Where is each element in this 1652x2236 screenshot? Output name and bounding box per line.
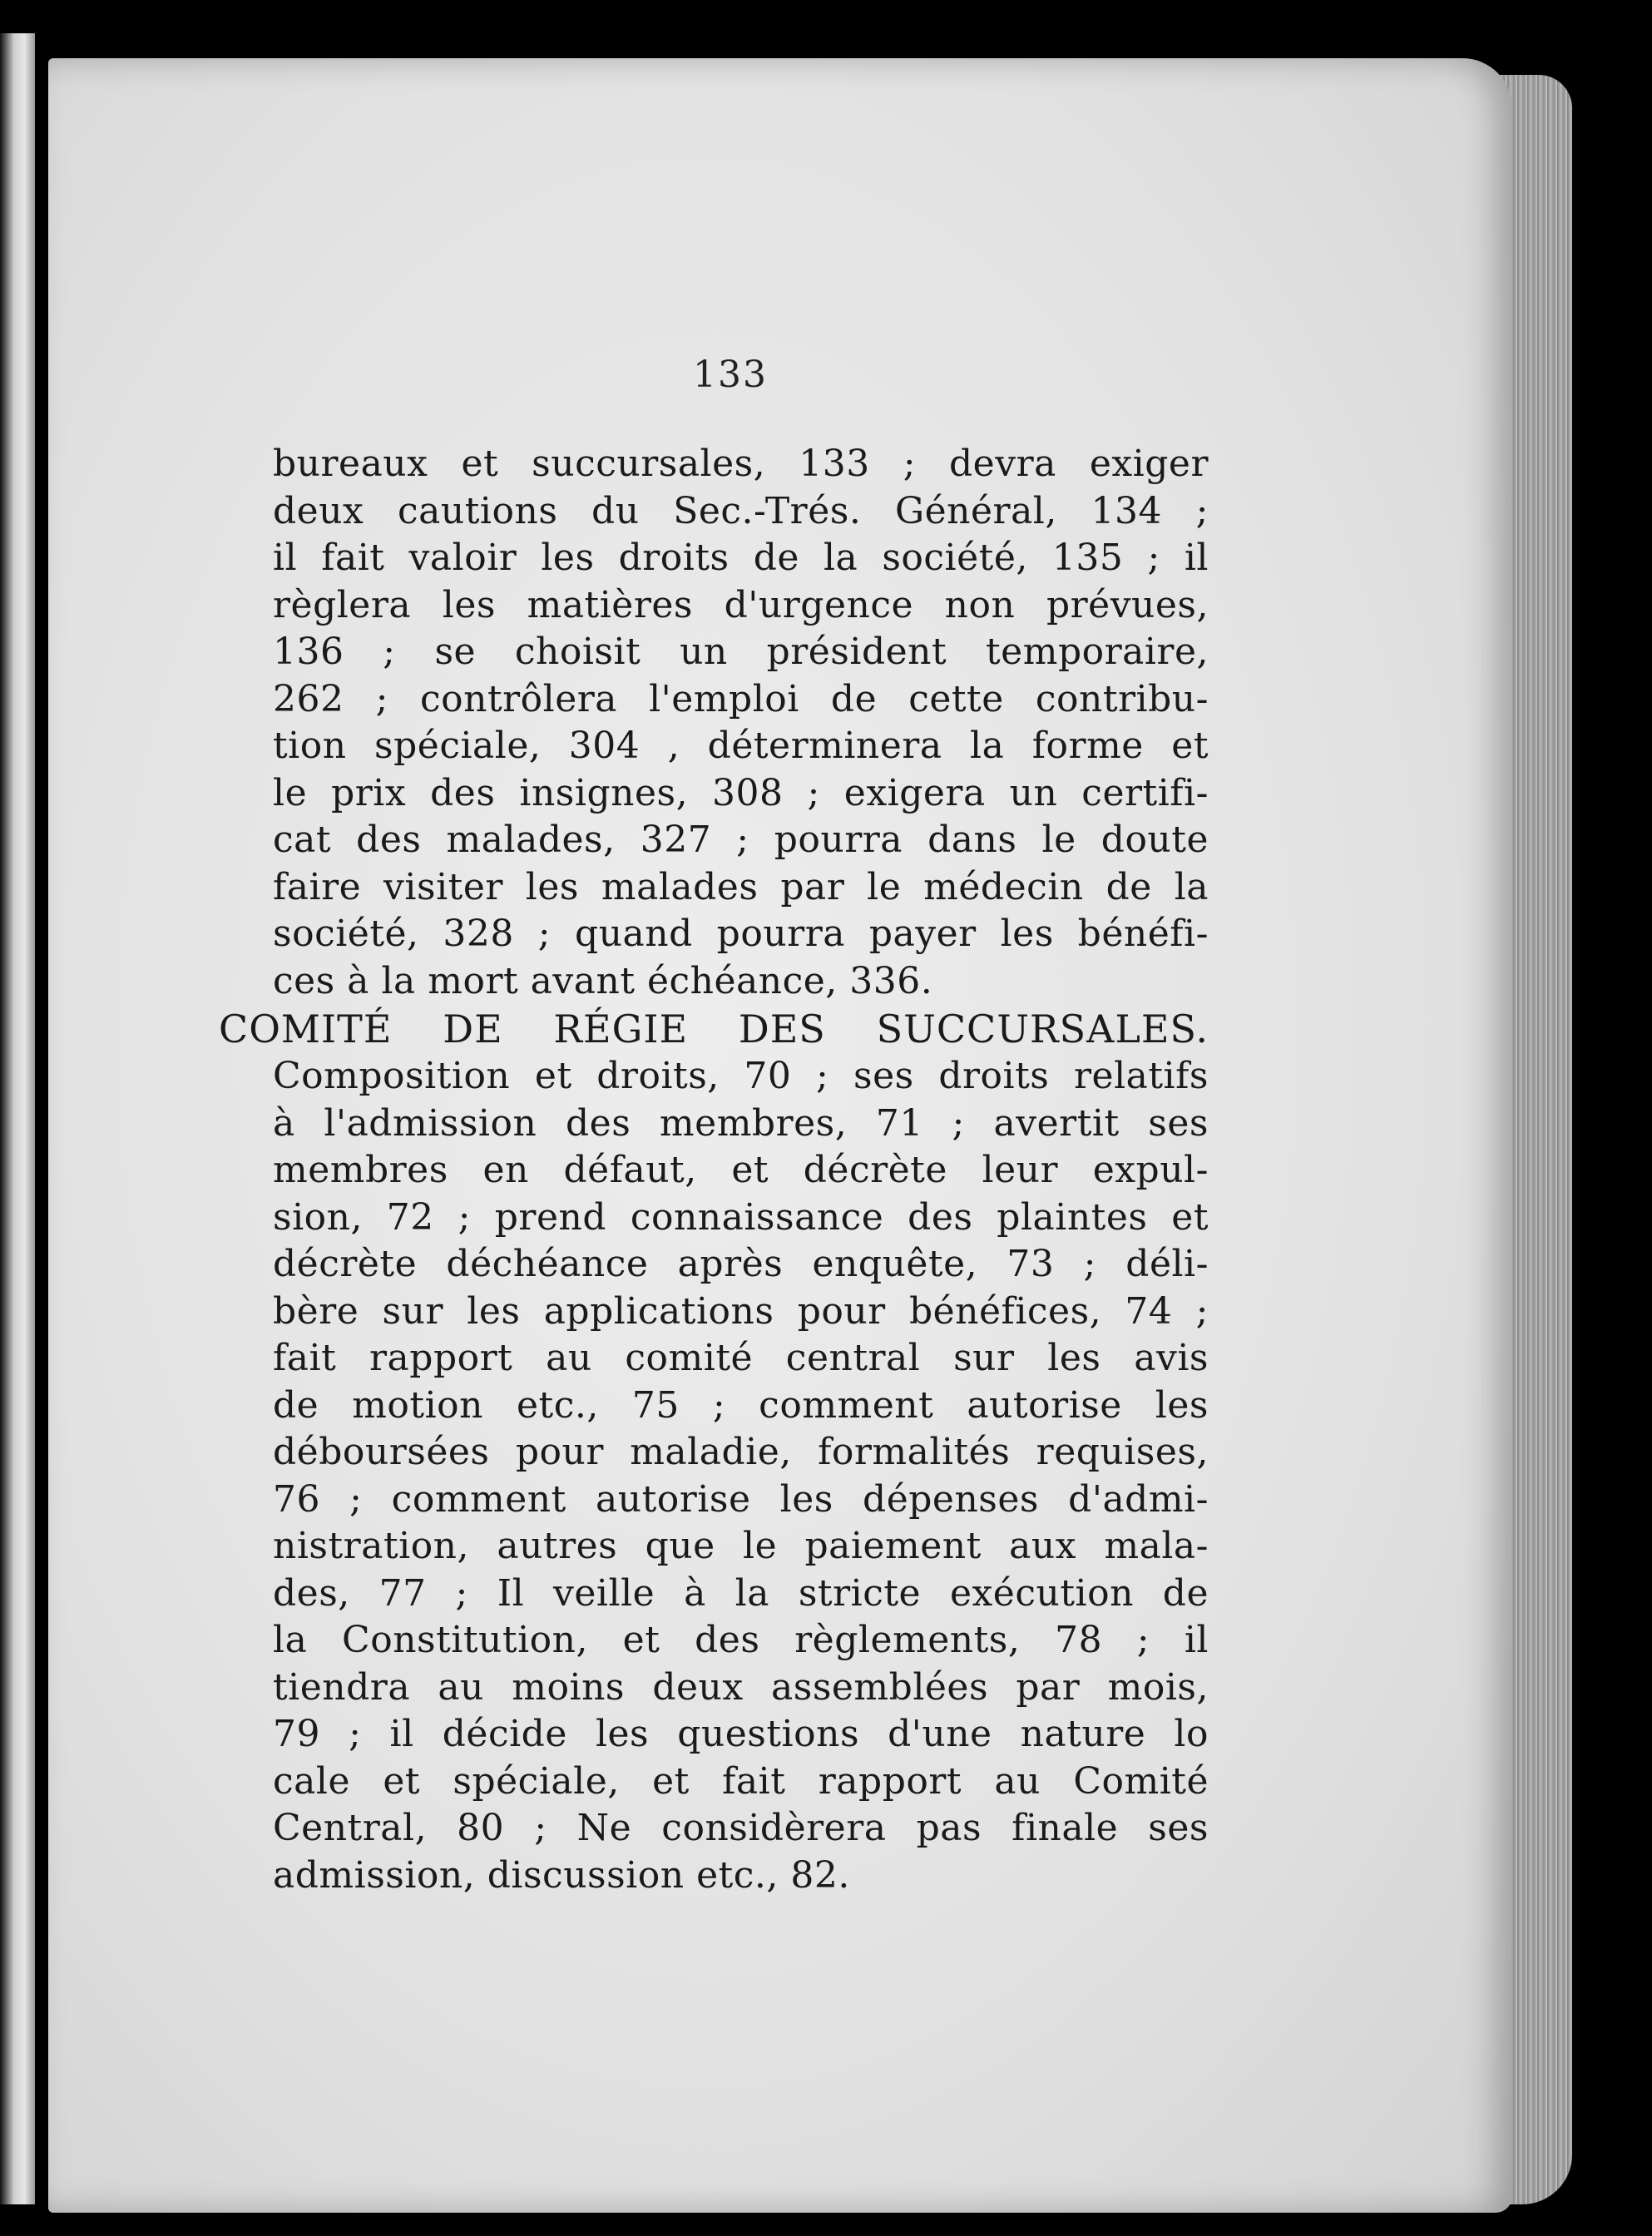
text-line: tiendra au moins deux assemblées par mois, [273, 1665, 1209, 1709]
text-line: bureaux et succursales, 133 ; devra exiger [273, 443, 1209, 485]
text-line: bère sur les applications pour bénéfices, 74 ; [273, 1289, 1209, 1333]
text-line: membres en défaut, et décrète leur expul- [273, 1149, 1209, 1191]
text-line: déboursées pour maladie, formalités requises, [273, 1431, 1209, 1473]
text-line: 76 ; comment autorise les dépenses d'admi- [273, 1477, 1209, 1521]
index-text [219, 441, 1209, 1899]
text-line: Composition et droits, 70 ; ses droits relatifs [273, 1055, 1209, 1097]
text-line: la Constitution, et des règlements, 78 ; il [273, 1619, 1209, 1661]
text-line: de motion etc., 75 ; comment autorise les [273, 1383, 1209, 1427]
text-line: 136 ; se choisit un président temporaire, [273, 631, 1209, 673]
text-line: cale et spéciale, et fait rapport au Comité [273, 1759, 1209, 1803]
text-line: ces à la mort avant échéance, 336. [273, 959, 933, 1002]
text-line: nistration, autres que le paiement aux mala- [273, 1525, 1209, 1567]
text-line: Central, 80 ; Ne considèrera pas finale ses [273, 1807, 1209, 1849]
text-line: admission, discussion etc., 82. [273, 1853, 850, 1897]
text-line: fait rapport au comité central sur les avis [273, 1337, 1209, 1379]
facing-page-edge [0, 33, 35, 2204]
text-line: deux cautions du Sec.-Trés. Général, 134 ; [273, 489, 1209, 532]
text-line: tion spéciale, 304 , déterminera la forme et [273, 725, 1209, 767]
text-line: des, 77 ; Il veille à la stricte exécution de [273, 1571, 1209, 1615]
entry-heading: COMITÉ DE RÉGIE DES SUCCURSALES. [219, 1007, 1209, 1051]
text-line: à l'admission des membres, 71 ; avertit ses [273, 1101, 1209, 1145]
text-line: sion, 72 ; prend connaissance des plaintes et [273, 1195, 1209, 1239]
page-number: 133 [693, 354, 768, 396]
text-line: le prix des insignes, 308 ; exigera un certifi- [273, 771, 1209, 814]
text-line: règlera les matières d'urgence non prévues, [273, 583, 1209, 626]
text-line: faire visiter les malades par le médecin de la [273, 865, 1209, 908]
book-page [48, 58, 1512, 2213]
text-line: société, 328 ; quand pourra payer les bénéfi- [273, 913, 1209, 955]
index-entry-comite-de-regie [219, 1005, 1209, 1899]
text-line: cat des malades, 327 ; pourra dans le doute [273, 819, 1209, 861]
text-line: il fait valoir les droits de la société, 135 ; il [273, 537, 1209, 579]
text-line: 262 ; contrôlera l'emploi de cette contribu- [273, 677, 1209, 720]
index-entry-continued [273, 441, 1209, 1005]
text-line: décrète déchéance après enquête, 73 ; déli- [273, 1243, 1209, 1285]
text-line: 79 ; il décide les questions d'une nature lo [273, 1713, 1209, 1755]
